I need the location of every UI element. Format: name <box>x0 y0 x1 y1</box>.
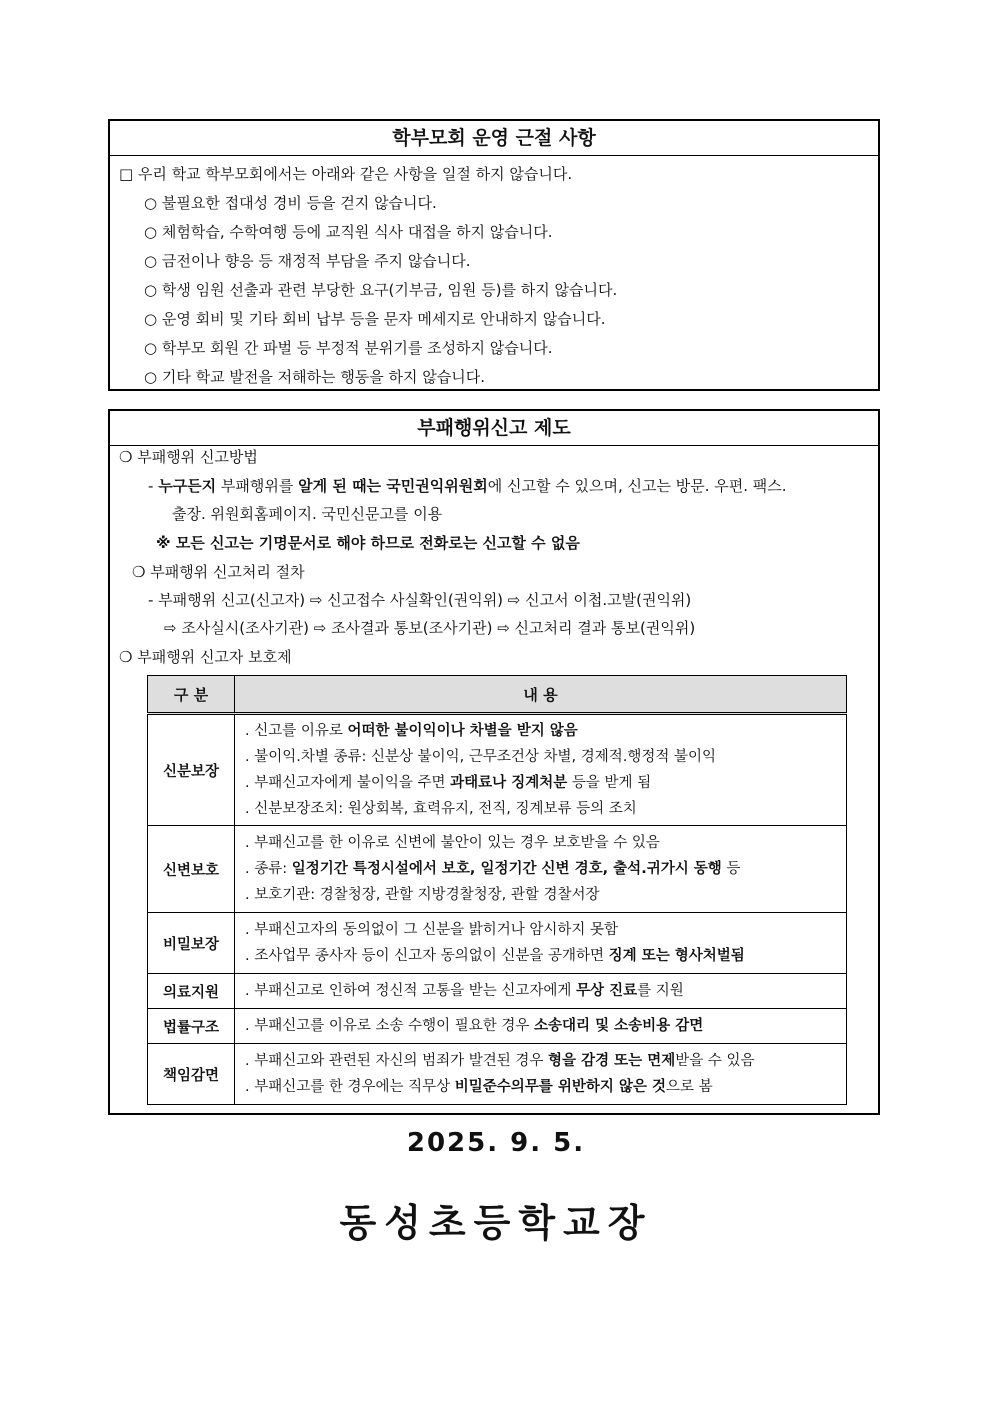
method-emphasis: 알게 된 때는 국민권익위원회 <box>298 477 488 495</box>
row-category: 의료지원 <box>148 974 235 1009</box>
row-category: 신변보호 <box>148 826 235 913</box>
row-content <box>235 826 847 913</box>
process-line-1: - 부패행위 신고(신고자) ⇨ 신고접수 사실확인(권익위) ⇨ 신고서 이첩.고발(권익위) <box>148 591 692 609</box>
row-content <box>235 714 847 826</box>
content-line: . 불이익.차별 종류: 신분상 불이익, 근무조건상 차별, 경제적.행정적 불이익 <box>245 749 717 765</box>
protection-table <box>147 675 847 1105</box>
method-text: - <box>148 477 159 495</box>
content-line: . 신분보장조치: 원상회복, 효력유지, 전직, 징계보류 등의 조치 <box>245 801 637 817</box>
table-header-row <box>148 676 847 714</box>
method-note: ※ 모든 신고는 기명문서로 해야 하므로 전화로는 신고할 수 없음 <box>156 534 580 552</box>
box1-title: 학부모회 운영 근절 사항 <box>110 121 878 156</box>
table-row <box>148 1009 847 1044</box>
parent-association-prohibitions-box <box>108 119 880 391</box>
header-content: 내 용 <box>235 676 847 714</box>
principal-signature: 동성초등학교장 <box>339 1200 653 1245</box>
content-line: . 부패신고를 한 경우에는 직무상 비밀준수의무를 위반하지 않은 것으로 봄 <box>245 1079 713 1095</box>
box1-item: ○ 학부모 회원 간 파벌 등 부정적 분위기를 조성하지 않습니다. <box>144 339 553 357</box>
content-line: . 신고를 이유로 어떠한 불이익이나 차별을 받지 않음 <box>245 723 578 739</box>
box1-item: ○ 불필요한 접대성 경비 등을 걷지 않습니다. <box>144 194 437 212</box>
content-line: . 부패신고를 이유로 소송 수행이 필요한 경우 소송대리 및 소송비용 감면 <box>245 1018 704 1034</box>
table-row <box>148 913 847 974</box>
content-line: . 보호기관: 경찰청장, 관할 지방경찰청장, 관할 경찰서장 <box>245 887 600 903</box>
method-heading: ❍ 부패행위 신고방법 <box>119 448 258 466</box>
content-line: . 부패신고로 인하여 정신적 고통을 받는 신고자에게 무상 진료를 지원 <box>245 983 684 999</box>
header-category: 구 분 <box>148 676 235 714</box>
box1-item: ○ 체험학습, 수학여행 등에 교직원 식사 대접을 하지 않습니다. <box>144 223 553 241</box>
method-emphasis: 누구든지 <box>158 477 217 495</box>
process-line-2: ⇨ 조사실시(조사기관) ⇨ 조사결과 통보(조사기관) ⇨ 신고처리 결과 통보(권익위) <box>164 619 696 637</box>
table-row <box>148 826 847 913</box>
method-text: 부패행위를 <box>216 477 299 495</box>
process-heading: ❍ 부패행위 신고처리 절차 <box>132 563 305 581</box>
row-category: 신분보장 <box>148 714 235 826</box>
content-line: . 부패신고와 관련된 자신의 범죄가 발견된 경우 형을 감경 또는 면제받을 수 있음 <box>245 1053 755 1069</box>
content-line: . 부패신고를 한 이유로 신변에 불안이 있는 경우 보호받을 수 있음 <box>245 835 660 851</box>
row-category: 비밀보장 <box>148 913 235 974</box>
method-line-1 <box>148 475 787 496</box>
box1-item: ○ 운영 회비 및 기타 회비 납부 등을 문자 메세지로 안내하지 않습니다. <box>144 310 606 328</box>
protect-heading: ❍ 부패행위 신고자 보호제 <box>119 648 292 666</box>
box1-item: ○ 학생 임원 선출과 관련 부당한 요구(기부금, 임원 등)를 하지 않습니다. <box>144 281 618 299</box>
method-text: 에 신고할 수 있으며, 신고는 방문. 우편. 팩스. <box>487 477 787 495</box>
row-content <box>235 913 847 974</box>
row-content <box>235 1044 847 1105</box>
content-line: . 부패신고자에게 불이익을 주면 과태료나 징계처분 등을 받게 됨 <box>245 775 652 791</box>
table-row <box>148 714 847 826</box>
corruption-reporting-box <box>108 409 880 1115</box>
content-line: . 조사업무 종사자 등이 신고자 동의없이 신분을 공개하면 징계 또는 형사처벌됨 <box>245 948 745 964</box>
box1-item: ○ 금전이나 향응 등 재정적 부담을 주지 않습니다. <box>144 252 471 270</box>
row-content <box>235 1009 847 1044</box>
content-line: . 부패신고자의 동의없이 그 신분을 밝히거나 암시하지 못함 <box>245 922 619 938</box>
document-date: 2025. 9. 5. <box>406 1128 586 1158</box>
table-row <box>148 1044 847 1105</box>
row-category: 책임감면 <box>148 1044 235 1105</box>
table-row <box>148 974 847 1009</box>
row-category: 법률구조 <box>148 1009 235 1044</box>
content-line: . 종류: 일정기간 특정시설에서 보호, 일정기간 신변 경호, 출석.귀가시 동행 등 <box>245 861 741 877</box>
row-content <box>235 974 847 1009</box>
method-line-2: 출장. 위원회홈페이지. 국민신문고를 이용 <box>172 505 443 523</box>
box1-item: ○ 기타 학교 발전을 저해하는 행동을 하지 않습니다. <box>144 368 486 386</box>
box2-title: 부패행위신고 제도 <box>110 411 878 446</box>
box1-intro: □ 우리 학교 학부모회에서는 아래와 같은 사항을 일절 하지 않습니다. <box>119 165 573 183</box>
